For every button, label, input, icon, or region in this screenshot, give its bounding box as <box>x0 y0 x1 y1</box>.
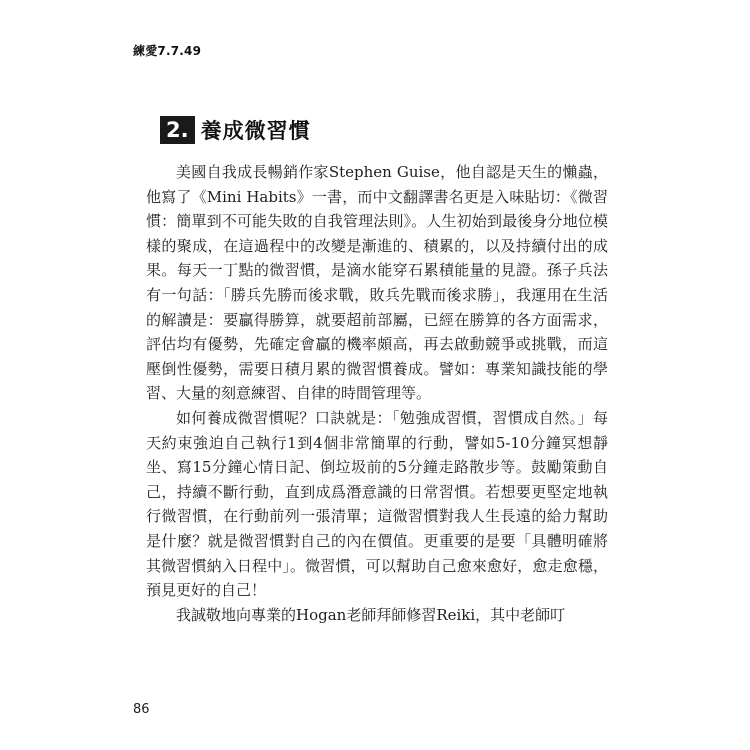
section-title: 養成微習慣 <box>200 119 311 143</box>
section-heading <box>160 115 311 145</box>
paragraph-1: 美國自我成長暢銷作家Stephen Guise，他自認是天生的懶蟲，他寫了《Mini Habits》一書，而中文翻譯書名更是入味貼切：《微習慣：簡單到不可能失敗的自我管理法則》。人生初始到最後身分地位模樣的聚成，在這過程中的改變是漸進的、積累的，以及持續付出的成果。每天一丁點的微習慣，是滴水能穿石累積能量的見證。孫子兵法有一句話：「勝兵先勝而後求戰，敗兵先戰而後求勝」，我運用在生活的解讀是：要贏得勝算，就要超前部屬，已經在勝算的各方面需求，評估均有優勢，先確定會贏的機率頗高，再去啟動競爭或挑戰，而這壓倒性優勢，需要日積月累的微習慣養成。譬如：專業知識技能的學習、大量的刻意練習、自律的時間管理等。 <box>146 163 608 403</box>
page-number: 86 <box>133 702 150 717</box>
section-number-badge: 2. <box>160 116 195 144</box>
paragraph-2: 如何養成微習慣呢？口訣就是：「勉強成習慣，習慣成自然。」每天約束強迫自己執行1到4個非常簡單的行動，譬如5-10分鐘冥想靜坐、寫15分鐘心情日記、倒垃圾前的5分鐘走路散步等。鼓勵策動自己，持續不斷行動，直到成爲潛意識的日常習慣。若想要更堅定地執行微習慣，在行動前列一張清單；這微習慣對我人生長遠的給力幫助是什麼？就是微習慣對自己的內在價值。更重要的是要「具體明確將其微習慣納入日程中」。微習慣，可以幫助自己愈來愈好，愈走愈穩，預見更好的自己！ <box>146 408 608 600</box>
running-header-title: 練愛7.7.49 <box>133 44 202 58</box>
body-text <box>146 160 608 627</box>
paragraph-3: 我誠敬地向專業的Hogan老師拜師修習Reiki，其中老師叮 <box>176 605 566 624</box>
